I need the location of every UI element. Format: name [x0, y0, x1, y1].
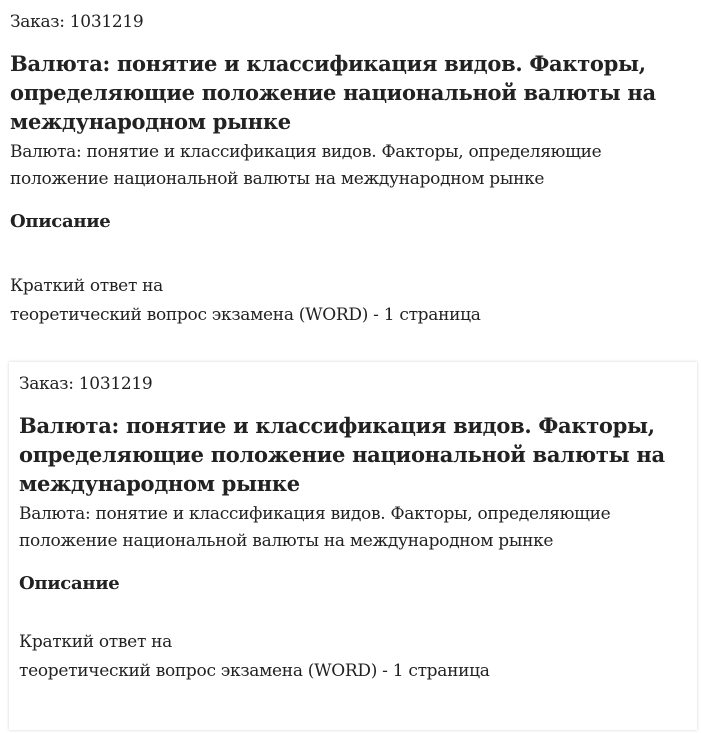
- order-subtitle: Валюта: понятие и классификация видов. Факторы, определяющие положение национальной валюты на международном рынке: [19, 504, 611, 551]
- description-line: Краткий ответ на: [10, 276, 164, 296]
- description-text: [19, 628, 687, 686]
- description-line: Краткий ответ на: [19, 632, 173, 652]
- order-title: Валюта: понятие и классификация видов. Факторы, определяющие положение национальной валюты на международном рынке: [19, 413, 665, 496]
- description-line: теоретический вопрос экзамена (WORD) - 1 страница: [19, 661, 490, 681]
- description-text: [10, 272, 691, 330]
- order-title: Валюта: понятие и классификация видов. Факторы, определяющие положение национальной валюты на международном рынке: [10, 51, 656, 134]
- description-heading: Описание: [10, 211, 111, 232]
- order-card: [0, 0, 701, 352]
- order-number: Заказ: 1031219: [10, 12, 144, 32]
- description-line: теоретический вопрос экзамена (WORD) - 1 страница: [10, 305, 481, 325]
- order-card: [9, 362, 697, 730]
- order-subtitle: Валюта: понятие и классификация видов. Факторы, определяющие положение национальной валюты на международном рынке: [10, 142, 602, 189]
- description-heading: Описание: [19, 573, 120, 594]
- order-number: Заказ: 1031219: [19, 374, 153, 394]
